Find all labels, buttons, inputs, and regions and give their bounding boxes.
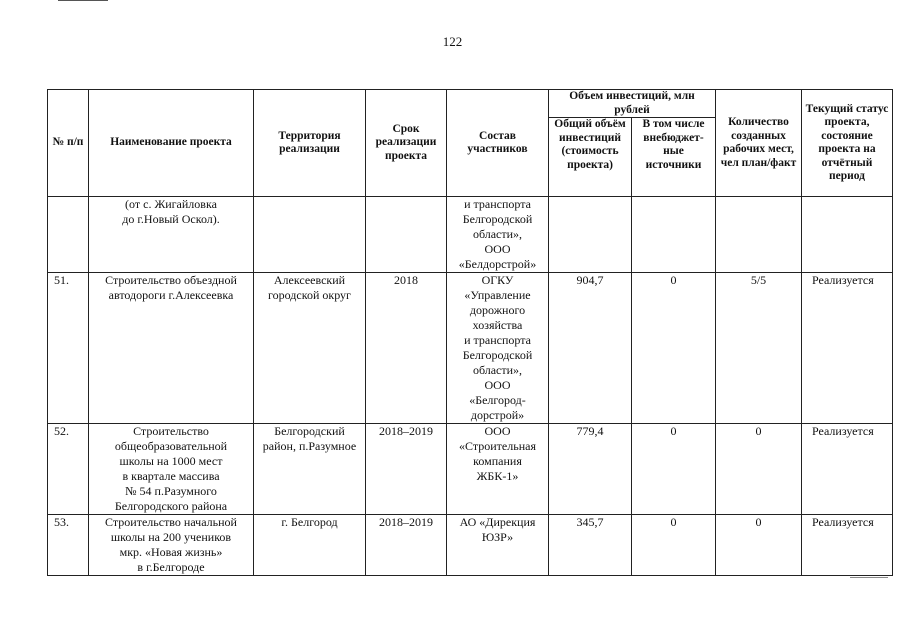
header-term: Срок реализации проекта	[366, 90, 447, 197]
cell-investment-extra: 0	[632, 273, 716, 424]
cell-participants: ОГКУ «Управление дорожного хозяйства и транспорта Белгородской области», ООО «Белгород- дорстрой»	[447, 273, 549, 424]
cell-name: Строительство общеобразовательной школы на 1000 мест в квартале массива № 54 п.Разумного Белгородского района	[89, 424, 254, 515]
table-row	[48, 424, 893, 515]
header-jobs: Количество созданных рабочих мест, чел план/факт	[716, 90, 802, 197]
header-status: Текущий статус проекта, состояние проекта на отчётный период	[802, 90, 893, 197]
cell-investment-total	[549, 197, 632, 273]
cell-participants: ООО «Строительная компания ЖБК-1»	[447, 424, 549, 515]
cell-territory: Белгородский район, п.Разумное	[254, 424, 366, 515]
cell-jobs: 0	[716, 424, 802, 515]
table-header-row	[48, 90, 893, 118]
header-territory: Территория реализации	[254, 90, 366, 197]
cell-status: Реализуется	[802, 515, 893, 576]
projects-table	[47, 89, 893, 576]
cell-investment-extra	[632, 197, 716, 273]
header-investment-extra: В том числе внебюджет-ные источники	[632, 118, 716, 197]
top-edge-mark	[58, 0, 108, 1]
cell-num: 52.	[48, 424, 89, 515]
cell-status: Реализуется	[802, 424, 893, 515]
table-row	[48, 515, 893, 576]
cell-investment-extra: 0	[632, 515, 716, 576]
header-investment-group: Объем инвестиций, млн рублей	[549, 90, 716, 118]
cell-investment-extra: 0	[632, 424, 716, 515]
cell-investment-total: 345,7	[549, 515, 632, 576]
cell-territory: г. Белгород	[254, 515, 366, 576]
cell-name: (от с. Жигайловка до г.Новый Оскол).	[89, 197, 254, 273]
cell-investment-total: 779,4	[549, 424, 632, 515]
cell-num	[48, 197, 89, 273]
cell-num: 51.	[48, 273, 89, 424]
header-num: № п/п	[48, 90, 89, 197]
header-participants: Состав участников	[447, 90, 549, 197]
table-row	[48, 197, 893, 273]
cell-jobs: 0	[716, 515, 802, 576]
page-number: 122	[442, 34, 463, 49]
cell-participants: и транспорта Белгородской области», ООО «Белдорстрой»	[447, 197, 549, 273]
header-investment-total: Общий объём инвестиций (стоимость проекта)	[549, 118, 632, 197]
cell-num: 53.	[48, 515, 89, 576]
table-row	[48, 273, 893, 424]
cell-name: Строительство начальной школы на 200 учеников мкр. «Новая жизнь» в г.Белгороде	[89, 515, 254, 576]
cell-territory: Алексеевский городской округ	[254, 273, 366, 424]
cell-status: Реализуется	[802, 273, 893, 424]
cell-territory	[254, 197, 366, 273]
cell-name: Строительство объездной автодороги г.Алексеевка	[89, 273, 254, 424]
bottom-dash-mark	[850, 577, 888, 578]
cell-term: 2018–2019	[366, 515, 447, 576]
cell-term	[366, 197, 447, 273]
cell-jobs	[716, 197, 802, 273]
cell-status	[802, 197, 893, 273]
cell-participants: АО «Дирекция ЮЗР»	[447, 515, 549, 576]
header-name: Наименование проекта	[89, 90, 254, 197]
cell-term: 2018	[366, 273, 447, 424]
cell-investment-total: 904,7	[549, 273, 632, 424]
cell-term: 2018–2019	[366, 424, 447, 515]
cell-jobs: 5/5	[716, 273, 802, 424]
